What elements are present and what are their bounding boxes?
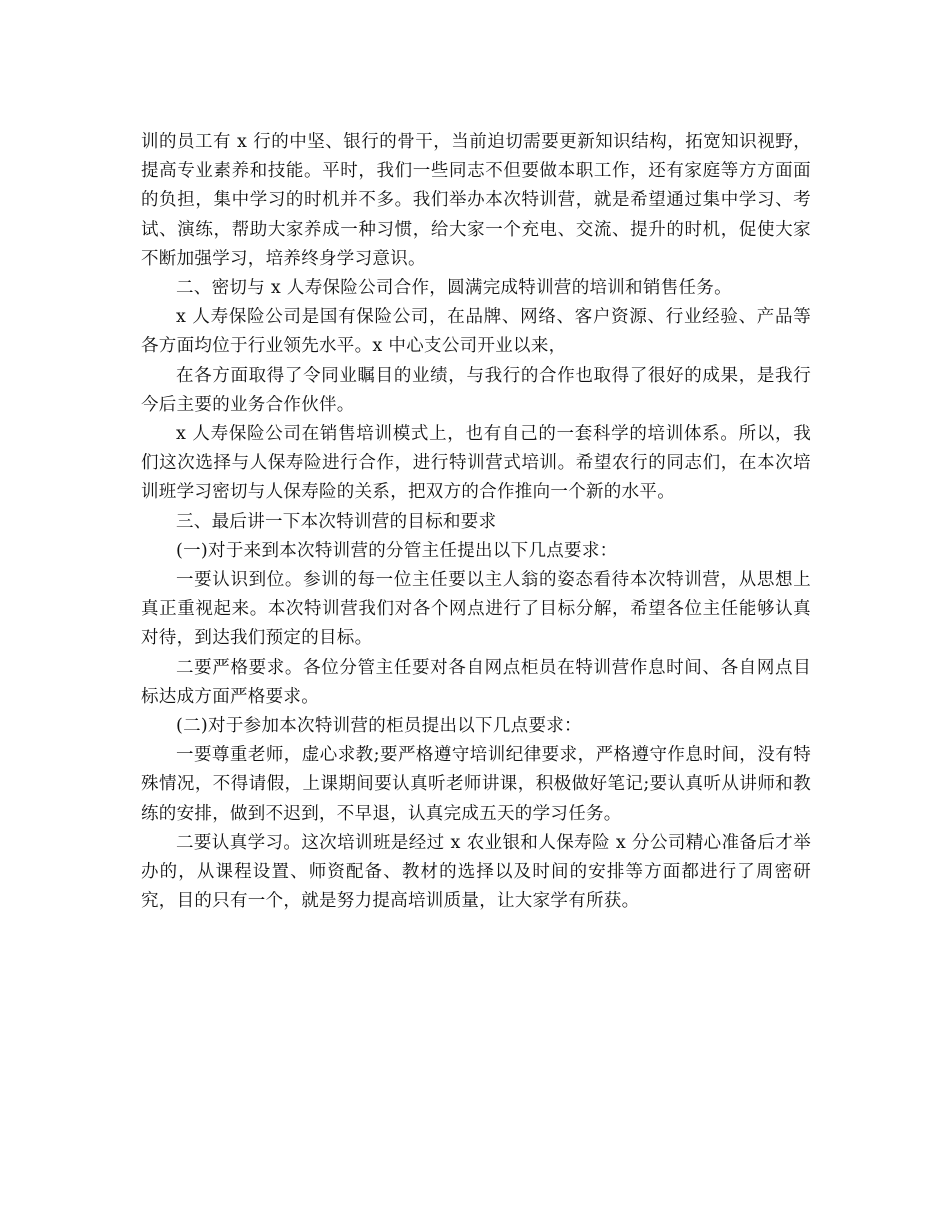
paragraph-9: 二要严格要求。各位分管主任要对各自网点柜员在特训营作息时间、各自网点目标达成方面严格要求。 [141, 657, 811, 707]
paragraph-11: 一要尊重老师，虚心求教;要严格遵守培训纪律要求，严格遵守作息时间，没有特殊情况，不得请假，上课期间要认真听老师讲课，积极做好笔记;要认真听从讲师和教练的安排，做到不迟到，不早退，认真完成五天的学习任务。 [141, 745, 811, 824]
subheading-2: (二)对于参加本次特训营的柜员提出以下几点要求： [176, 716, 582, 737]
paragraph-3: x 人寿保险公司是国有保险公司，在品牌、网络、客户资源、行业经验、产品等各方面均位于行业领先水平。x 中心支公司开业以来， [141, 307, 811, 357]
paragraph-4: 在各方面取得了令同业瞩目的业绩，与我行的合作也取得了很好的成果，是我行今后主要的业务合作伙伴。 [141, 365, 811, 415]
subheading-1: (一)对于来到本次特训营的分管主任提出以下几点要求： [176, 540, 618, 561]
paragraph-5: x 人寿保险公司在销售培训模式上，也有自己的一套科学的培训体系。所以，我们这次选择与人保寿险进行合作，进行特训营式培训。希望农行的同志们，在本次培训班学习密切与人保寿险的关系，把双方的合作推向一个新的水平。 [141, 424, 811, 503]
section-heading-3: 三、最后讲一下本次特训营的目标和要求 [176, 511, 497, 532]
paragraph-2: 二、密切与 x 人寿保险公司合作，圆满完成特训营的培训和销售任务。 [176, 278, 732, 299]
document-page [141, 128, 811, 916]
paragraph-8: 一要认识到位。参训的每一位主任要以主人翁的姿态看待本次特训营，从思想上真正重视起来。本次特训营我们对各个网点进行了目标分解，希望各位主任能够认真对待，到达我们预定的目标。 [141, 570, 811, 649]
paragraph-12: 二要认真学习。这次培训班是经过 x 农业银和人保寿险 x 分公司精心准备后才举办的，从课程设置、师资配备、教材的选择以及时间的安排等方面都进行了周密研究，目的只有一个，就是努力提高培训质量，让大家学有所获。 [141, 832, 811, 912]
paragraph-1: 训的员工有 x 行的中坚、银行的骨干，当前迫切需要更新知识结构，拓宽知识视野，提高专业素养和技能。平时，我们一些同志不但要做本职工作，还有家庭等方方面面的负担，集中学习的时机并不多。我们举办本次特训营，就是希望通过集中学习、考试、演练，帮助大家养成一种习惯，给大家一个充电、交流、提升的时机，促使大家不断加强学习，培养终身学习意识。 [141, 132, 811, 269]
